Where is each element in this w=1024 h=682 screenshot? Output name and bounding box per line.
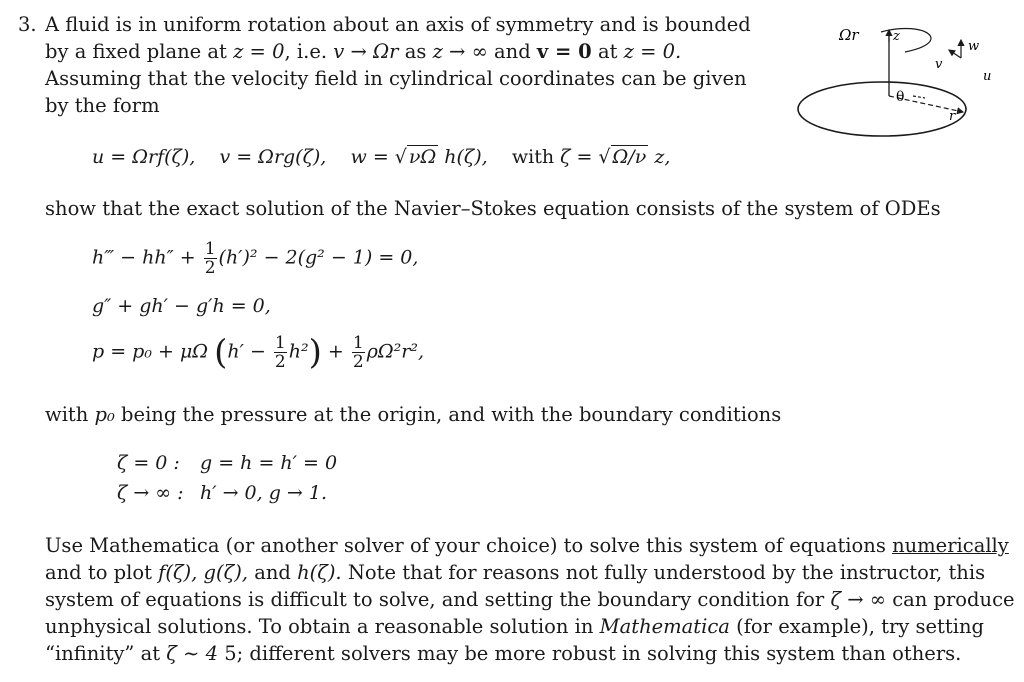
- v-arrow: [949, 50, 961, 58]
- label-omega-r: Ωr: [839, 26, 859, 44]
- label-r: r: [949, 109, 956, 124]
- use-line-2: and to plot f(ζ), g(ζ), and h(ζ). Note that for reasons not fully understood by the instructor, this: [45, 561, 986, 584]
- use-line-5: “infinity” at ζ ∼ 4 5; different solvers may be more robust in solving this system than others.: [45, 642, 962, 665]
- form-with: with: [511, 146, 555, 168]
- use-line-4: unphysical solutions. To obtain a reasonable solution in Mathematica (for example), try setting: [45, 615, 984, 638]
- bc-zeta-zero: ζ = 0 :: [117, 452, 180, 474]
- intro-line-1: A fluid is in uniform rotation about an axis of symmetry and is bounded: [45, 13, 751, 36]
- label-v: v: [935, 57, 943, 72]
- form-u: u = Ωrf(ζ),: [92, 146, 196, 168]
- use-line-3: system of equations is difficult to solve, and setting the boundary condition for ζ → ∞ can produce: [45, 588, 1015, 611]
- velocity-form: [92, 146, 670, 168]
- intro-line-2: by a fixed plane at z = 0, i.e. v → Ωr as z → ∞ and v = 0 at z = 0.: [45, 40, 682, 63]
- bc-zeta-infinity: ζ → ∞ :: [117, 482, 184, 504]
- label-w: w: [968, 39, 980, 54]
- form-v: v = Ωrg(ζ),: [219, 146, 327, 168]
- ode-equation-3: p = p₀ + μΩ (h′ − $\frac{1}{2}$ h²) + $\frac{1}{2}$ ρΩ²r²,: [92, 332, 424, 373]
- show-line: show that the exact solution of the Navier–Stokes equation consists of the system of ODEs: [45, 197, 941, 220]
- ode-equation-2: g″ + gh′ − g′h = 0,: [92, 295, 271, 317]
- plane-ellipse: [798, 82, 966, 136]
- label-theta: θ: [896, 89, 905, 105]
- ode3-fraction-2: $\frac{1}{2}$: [352, 333, 364, 372]
- rotation-diagram: [785, 12, 1015, 142]
- ode1-fraction: $\frac{1}{2}$: [204, 239, 216, 278]
- ode-equation-1: h‴ − hh″ + $\frac{1}{2}$ (h′)² − 2(g² − 1) = 0,: [92, 239, 419, 278]
- theta-arrow: [913, 96, 925, 98]
- bc-zeta-zero-values: g = h = h′ = 0: [200, 452, 338, 474]
- ode3-fraction: $\frac{1}{2}$: [274, 333, 286, 372]
- intro-line-3: Assuming that the velocity field in cylindrical coordinates can be given: [45, 67, 747, 90]
- use-line-1: Use Mathematica (or another solver of your choice) to solve this system of equations numerically: [45, 534, 1009, 557]
- form-w: w = √ νΩ h(ζ),: [350, 146, 488, 168]
- label-u: u: [983, 69, 992, 84]
- label-z: z: [893, 29, 900, 44]
- form-zeta: ζ = √ Ω/ν z,: [560, 146, 671, 168]
- intro-line-4: by the form: [45, 94, 160, 117]
- problem-number: 3.: [18, 13, 37, 36]
- boundary-intro: with p₀ being the pressure at the origin, and with the boundary conditions: [45, 403, 782, 426]
- bc-zeta-infinity-values: h′ → 0, g → 1.: [200, 482, 328, 504]
